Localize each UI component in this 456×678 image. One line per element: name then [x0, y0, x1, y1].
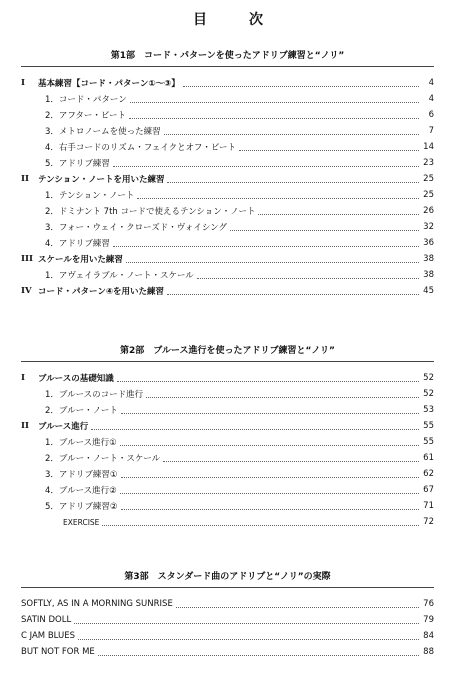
page-number: 14: [423, 142, 434, 152]
page-number: 55: [423, 421, 434, 431]
entry-label: EXERCISE: [63, 517, 100, 527]
leader-dots: [183, 86, 419, 87]
page-number: 53: [423, 405, 434, 415]
toc-entry[interactable]: [21, 482, 434, 498]
page-number: 79: [423, 615, 434, 625]
toc-entry[interactable]: [21, 123, 434, 139]
leader-dots: [117, 381, 419, 382]
page-number: 52: [423, 373, 434, 383]
page-number: 7: [428, 126, 434, 136]
toc-entry[interactable]: [21, 466, 434, 482]
leader-dots: [167, 182, 419, 183]
page-number: 88: [423, 647, 434, 657]
toc-entry[interactable]: [21, 251, 434, 267]
leader-dots: [230, 230, 419, 231]
entry-label: 1．テンション・ノート: [45, 191, 135, 201]
entry-label: 1．コード・パターン: [45, 95, 127, 105]
entry-label: 4．アドリブ練習: [45, 239, 110, 249]
leader-dots: [197, 278, 419, 279]
toc-entry[interactable]: [21, 402, 434, 418]
page-number: 25: [423, 190, 434, 200]
toc-entry[interactable]: [21, 91, 434, 107]
page-number: 26: [423, 206, 434, 216]
leader-dots: [146, 397, 419, 398]
leader-dots: [164, 134, 419, 135]
part-2-title: 第2部 ブルース進行を使ったアドリブ練習と“ノリ”: [120, 346, 335, 356]
leader-dots: [129, 118, 419, 119]
entry-label: SOFTLY, AS IN A MORNING SUNRISE: [21, 599, 173, 609]
roman-numeral: III: [21, 254, 33, 264]
page-title: 目 次: [193, 12, 277, 28]
page-number: 71: [423, 501, 434, 511]
toc-entry[interactable]: [21, 498, 434, 514]
entry-label: C JAM BLUES: [21, 631, 75, 641]
leader-dots: [258, 214, 419, 215]
page-number: 23: [423, 158, 434, 168]
page-number: 62: [423, 469, 434, 479]
toc-entry[interactable]: [21, 75, 434, 91]
leader-dots: [113, 246, 419, 247]
part-3-title: 第3部 スタンダード曲のアドリブと“ノリ”の実際: [124, 572, 331, 582]
part-3-section: [21, 570, 434, 660]
leader-dots: [78, 639, 419, 640]
toc-entry[interactable]: [21, 514, 434, 530]
entry-label: 基本練習【コード・パターン①～③】: [38, 79, 180, 89]
toc-entry[interactable]: [21, 171, 434, 187]
toc-entry[interactable]: [21, 203, 434, 219]
entry-label: 3．フォー・ウェイ・クローズド・ヴォイシング: [45, 223, 227, 233]
leader-dots: [176, 607, 419, 608]
toc-entry[interactable]: [21, 107, 434, 123]
toc-entry[interactable]: [21, 139, 434, 155]
toc-entry[interactable]: [21, 386, 434, 402]
toc-entry[interactable]: [21, 418, 434, 434]
toc-entry[interactable]: [21, 628, 434, 644]
entry-label: 3．アドリブ練習①: [45, 470, 118, 480]
roman-numeral: II: [21, 421, 29, 431]
page-number: 38: [423, 270, 434, 280]
toc-entry[interactable]: [21, 370, 434, 386]
entry-label: 2．ドミナント 7th コードで使えるテンション・ノート: [45, 207, 256, 217]
entry-label: 1．ブルース進行①: [45, 438, 117, 448]
entry-label: 1．ブルースのコード進行: [45, 390, 144, 400]
leader-dots: [167, 294, 419, 295]
divider: [21, 361, 434, 362]
leader-dots: [102, 525, 419, 526]
leader-dots: [74, 623, 419, 624]
leader-dots: [239, 150, 419, 151]
leader-dots: [121, 509, 419, 510]
page-number: 52: [423, 389, 434, 399]
page-number: 4: [428, 78, 434, 88]
page-number: 72: [423, 517, 434, 527]
entry-label: コード・パターン④を用いた練習: [38, 287, 165, 297]
toc-entry[interactable]: [21, 235, 434, 251]
toc-entry[interactable]: [21, 155, 434, 171]
page-number: 36: [423, 238, 434, 248]
entry-label: テンション・ノートを用いた練習: [38, 175, 165, 185]
entry-label: 3．メトロノームを使った練習: [45, 127, 161, 137]
divider: [21, 587, 434, 588]
leader-dots: [121, 477, 419, 478]
page-number: 32: [423, 222, 434, 232]
entry-label: 5．アドリブ練習: [45, 159, 110, 169]
toc-entry[interactable]: [21, 283, 434, 299]
entry-label: 2．アフター・ビート: [45, 111, 126, 121]
entry-label: 5．アドリブ練習②: [45, 502, 118, 512]
page-number: 4: [428, 94, 434, 104]
leader-dots: [98, 655, 419, 656]
entry-label: BUT NOT FOR ME: [21, 647, 95, 657]
toc-entry[interactable]: [21, 267, 434, 283]
toc-entry[interactable]: [21, 596, 434, 612]
toc-entry[interactable]: [21, 187, 434, 203]
toc-entry[interactable]: [21, 434, 434, 450]
roman-numeral: IV: [21, 286, 32, 296]
leader-dots: [121, 413, 419, 414]
leader-dots: [120, 493, 419, 494]
roman-numeral: I: [21, 78, 25, 88]
roman-numeral: I: [21, 373, 25, 383]
divider: [21, 66, 434, 67]
toc-entry[interactable]: [21, 219, 434, 235]
entry-label: SATIN DOLL: [21, 615, 72, 625]
toc-entry[interactable]: [21, 450, 434, 466]
entry-label: ブルースの基礎知識: [38, 374, 114, 384]
leader-dots: [120, 445, 419, 446]
entry-label: スケールを用いた練習: [38, 255, 123, 265]
leader-dots: [126, 262, 419, 263]
entry-label: ブルース進行: [38, 422, 89, 432]
leader-dots: [91, 429, 419, 430]
leader-dots: [163, 461, 419, 462]
page-number: 45: [423, 286, 434, 296]
entry-label: 4．ブルース進行②: [45, 486, 117, 496]
page-number: 6: [428, 110, 434, 120]
entry-label: 2．ブルー・ノート・スケール: [45, 454, 161, 464]
part-2-section: [21, 344, 434, 530]
page-number: 76: [423, 599, 434, 609]
part-1-title: 第1部 コード・パターンを使ったアドリブ練習と“ノリ”: [110, 51, 345, 61]
page-number: 84: [423, 631, 434, 641]
part-1-section: [21, 49, 434, 299]
toc-entry[interactable]: [21, 612, 434, 628]
entry-label: 2．ブルー・ノート: [45, 406, 118, 416]
roman-numeral: II: [21, 174, 29, 184]
toc-entry[interactable]: [21, 644, 434, 660]
page-number: 67: [423, 485, 434, 495]
leader-dots: [137, 198, 419, 199]
page-number: 25: [423, 174, 434, 184]
leader-dots: [113, 166, 419, 167]
page-number: 55: [423, 437, 434, 447]
page-number: 38: [423, 254, 434, 264]
leader-dots: [130, 102, 419, 103]
entry-label: 1．アヴェイラブル・ノート・スケール: [45, 271, 194, 281]
page-number: 61: [423, 453, 434, 463]
entry-label: 4．右手コードのリズム・フェイクとオフ・ビート: [45, 143, 237, 153]
